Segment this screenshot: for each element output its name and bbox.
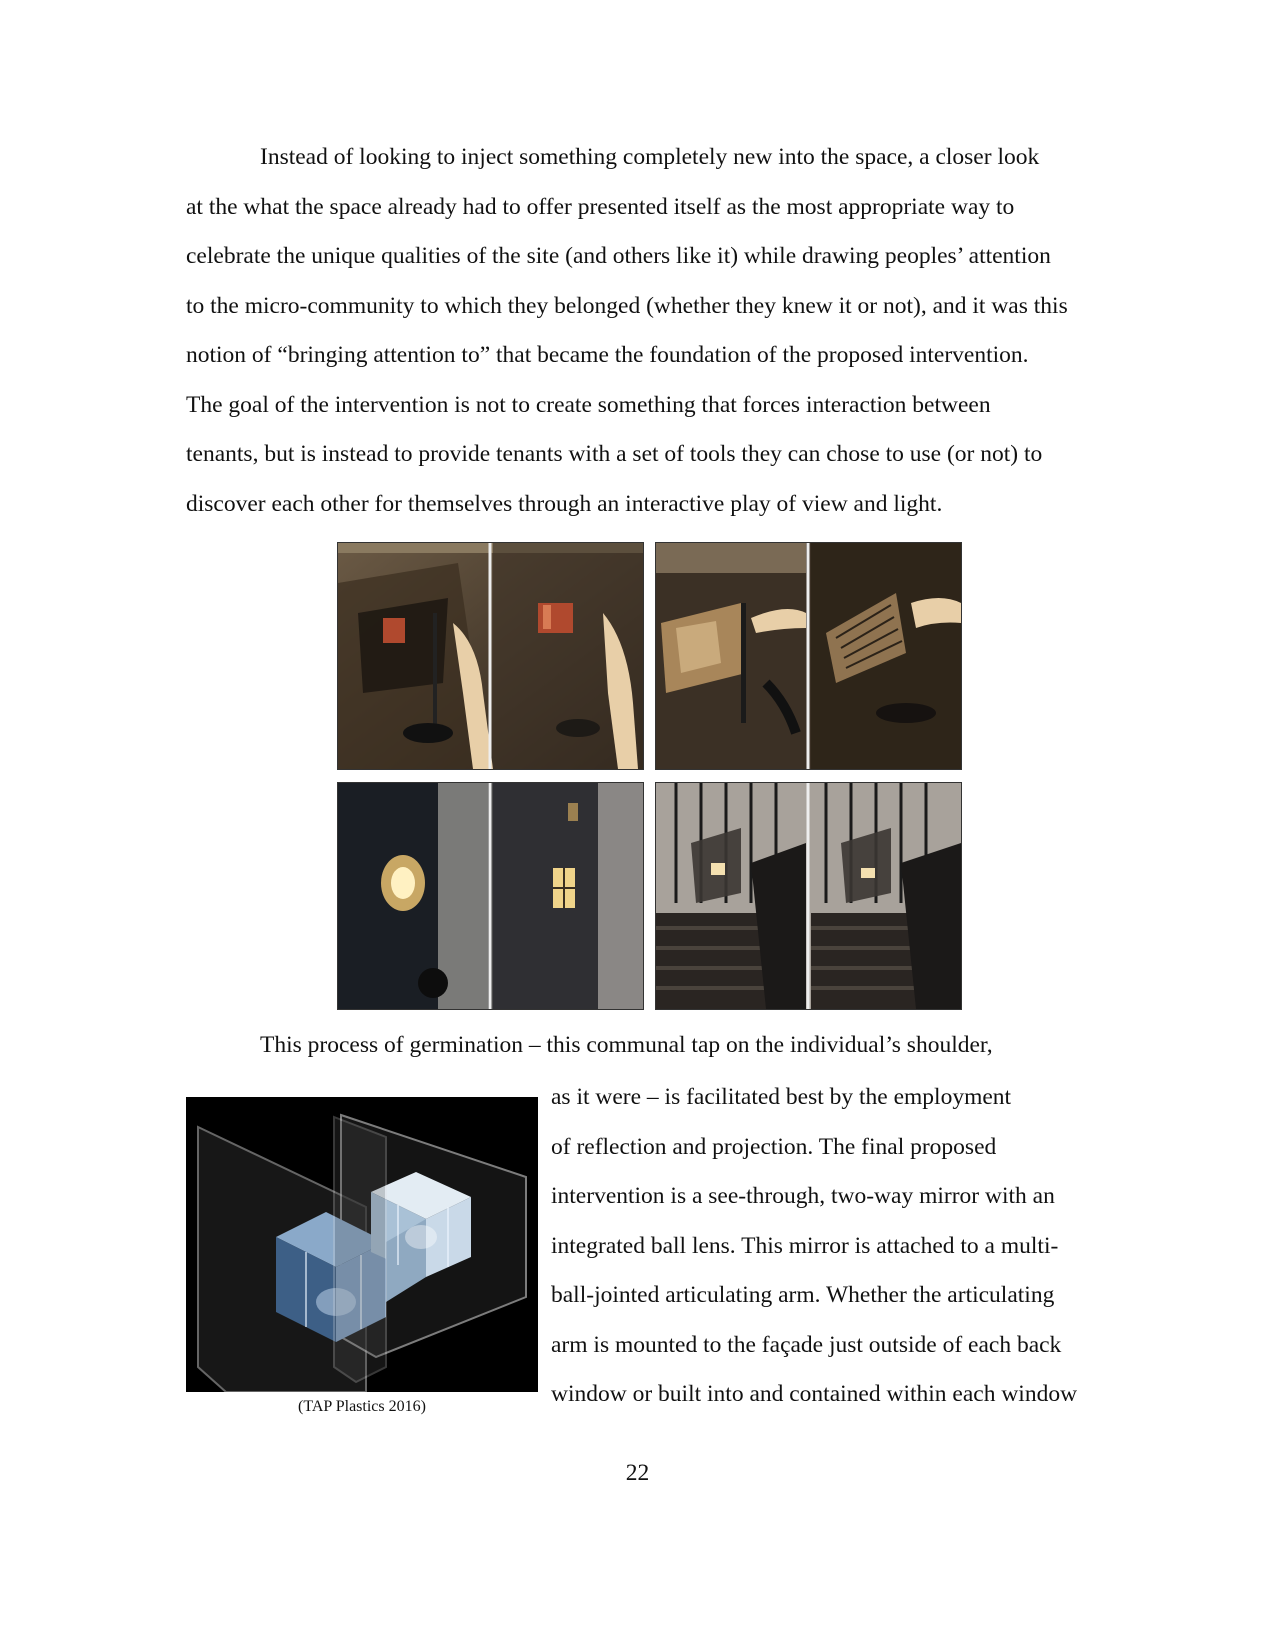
paragraph-1 [186, 142, 1116, 538]
text-line: notion of “bringing attention to” that became the foundation of the proposed intervention. [186, 342, 1029, 368]
paragraph-2-wrapped [551, 1082, 1077, 1429]
acrylic-ball-lens-photo [186, 1097, 538, 1392]
photo-mirror-arm-hand-2 [655, 542, 962, 770]
text-line: discover each other for themselves through an interactive play of view and light. [186, 490, 943, 517]
text-line: intervention is a see-through, two-way mirror with an [551, 1183, 1055, 1209]
text-line: of reflection and projection. The final proposed [551, 1133, 997, 1160]
text-line: to the micro-community to which they belonged (whether they knew it or not), and it was this [186, 292, 1068, 319]
text-line: tenants, but is instead to provide tenants with a set of tools they can chose to use (or not) to [186, 441, 1043, 467]
text-line: arm is mounted to the façade just outside of each back [551, 1331, 1062, 1358]
text-line: ball-jointed articulating arm. Whether the articulating [551, 1282, 1055, 1308]
mirror-photo-grid [337, 542, 964, 1009]
figure-caption: (TAP Plastics 2016) [298, 1398, 426, 1415]
text-line: This process of germination – this communal tap on the individual’s shoulder, [260, 1032, 993, 1058]
page-number: 22 [625, 1460, 650, 1486]
text-line: at the what the space already had to offer presented itself as the most appropriate way to [186, 193, 1015, 220]
text-line: celebrate the unique qualities of the site (and others like it) while drawing peoples’ attention [186, 243, 1051, 269]
photo-mirror-arm-hand-1 [337, 542, 644, 770]
text-line: Instead of looking to inject something completely new into the space, a closer look [260, 144, 1040, 170]
text-line: The goal of the intervention is not to create something that forces interaction between [186, 391, 991, 418]
photo-mirror-reflection-window-1 [337, 782, 644, 1010]
text-line: as it were – is facilitated best by the employment [551, 1084, 1012, 1110]
text-line: window or built into and contained within each window [551, 1381, 1078, 1407]
text-line: integrated ball lens. This mirror is attached to a multi- [551, 1232, 1059, 1259]
photo-mirror-fire-escape [655, 782, 962, 1010]
